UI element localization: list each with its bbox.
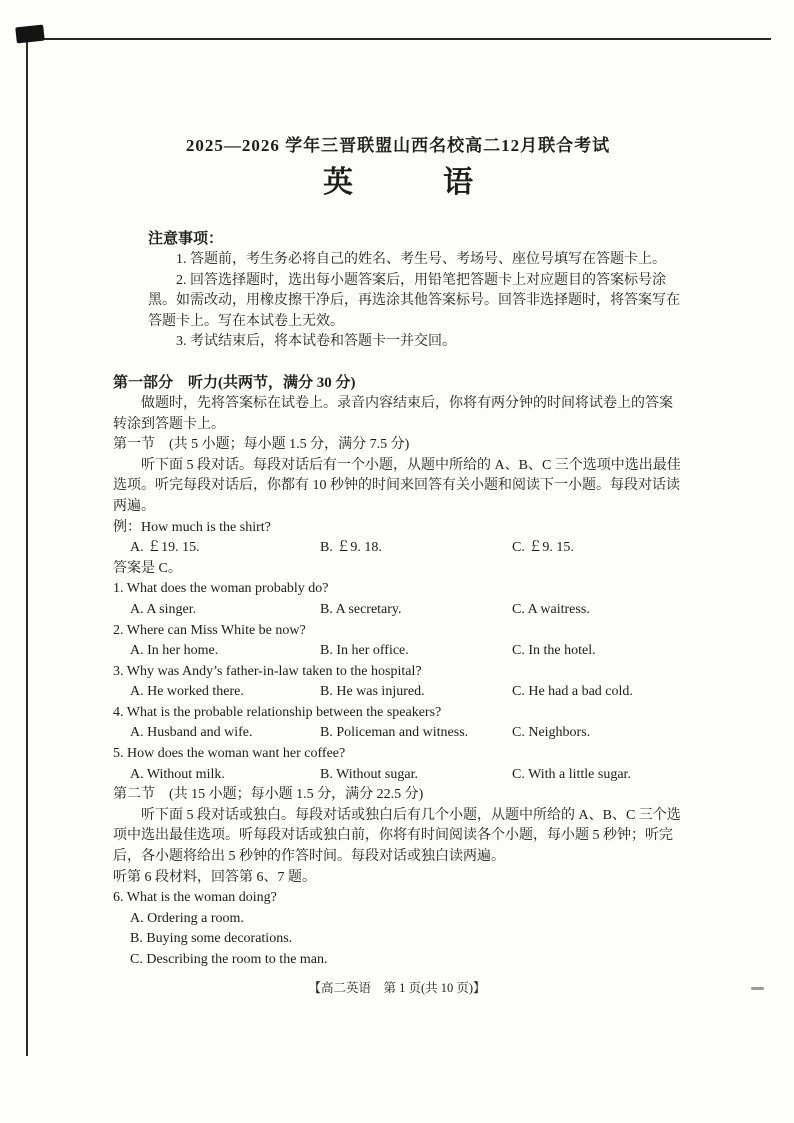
question-6-option-b: B. Buying some decorations. [130, 931, 293, 947]
part1-heading: 第一部分 听力(共两节，满分 30 分) [113, 374, 356, 391]
exam-subject: 英 语 [323, 166, 473, 199]
exam-content [113, 134, 683, 971]
exam-title: 2025—2026 学年三晋联盟山西名校高二12月联合考试 [185, 136, 611, 155]
question-3-option-a: A. He worked there. [130, 684, 244, 700]
example-option-a: A. ￡19. 15. [130, 540, 200, 556]
question-5-text: 5. How does the woman want her coffee? [113, 746, 346, 762]
question-4-options [113, 723, 683, 744]
example-option-c: C. ￡9. 15. [512, 540, 574, 556]
question-5-option-c: C. With a little sugar. [512, 766, 631, 782]
notice-item-1: 1. 答题前，考生务必将自己的姓名、考生号、考场号、座位号填写在答题卡上。 [176, 252, 666, 267]
question-1-options [113, 600, 683, 621]
question-3-options [113, 682, 683, 703]
question-6-option-a: A. Ordering a room. [130, 910, 244, 926]
question-3-option-c: C. He had a bad cold. [512, 684, 633, 700]
question-1-option-b: B. A secretary. [320, 601, 402, 617]
section2-heading: 第二节 (共 15 小题；每小题 1.5 分，满分 22.5 分) [113, 787, 424, 803]
question-6-option-c: C. Describing the room to the man. [130, 952, 328, 967]
page-footer: 【高二英语 第 1 页(共 10 页)】 [308, 981, 486, 995]
question-1-text: 1. What does the woman probably do? [113, 581, 329, 597]
section1-heading: 第一节 (共 5 小题；每小题 1.5 分，满分 7.5 分) [113, 437, 410, 453]
question-2-option-c: C. In the hotel. [512, 643, 596, 659]
question-5-option-a: A. Without milk. [130, 766, 225, 782]
question-4-option-b: B. Policeman and witness. [320, 725, 469, 741]
notice-item-3: 3. 考试结束后，将本试卷和答题卡一并交回。 [176, 334, 456, 350]
scan-artifact-left-edge [26, 36, 28, 1056]
example-option-b: B. ￡9. 18. [320, 540, 382, 556]
notice-heading: 注意事项： [148, 231, 224, 247]
part1-intro: 做题时，先将答案标在试卷上。录音内容结束后，你将有两分钟的时间将试卷上的答案转涂到答题卡上。 [113, 395, 673, 432]
question-1-option-a: A. A singer. [130, 601, 197, 617]
question-4-option-c: C. Neighbors. [512, 725, 591, 741]
notice-item-2: 2. 回答选择题时，选出每小题答案后，用铅笔把答题卡上对应题目的答案标号涂黑。如需改动，用橡皮擦干净后，再选涂其他答案标号。回答非选择题时，将答案写在答题卡上。写在本试卷上无效。 [148, 272, 680, 329]
question-3-option-b: B. He was injured. [320, 684, 425, 700]
scan-artifact-top-edge [30, 38, 771, 40]
question-1-option-c: C. A waitress. [512, 601, 590, 617]
example-options [113, 538, 683, 559]
notice-section [113, 228, 683, 353]
question-2-options [113, 641, 683, 662]
question-2-option-a: A. In her home. [130, 643, 219, 659]
question-2-option-b: B. In her office. [320, 643, 409, 659]
example-answer: 答案是 C。 [113, 560, 182, 576]
question-2-text: 2. Where can Miss White be now? [113, 622, 306, 638]
question-3-text: 3. Why was Andy’s father-in-law taken to the hospital? [113, 663, 422, 679]
question-5-option-b: B. Without sugar. [320, 766, 418, 782]
question-4-text: 4. What is the probable relationship between the speakers? [113, 704, 442, 720]
question-4-option-a: A. Husband and wife. [130, 725, 253, 741]
example-question: 例：How much is the shirt? [113, 519, 271, 535]
material-6-note: 听第 6 段材料，回答第 6、7 题。 [113, 869, 316, 885]
section1-instructions: 听下面 5 段对话。每段对话后有一个小题，从题中所给的 A、B、C 三个选项中选出最佳选项。听完每段对话后，你都有 10 秒钟的时间来回答有关小题和阅读下一小题。每段对话读两遍。 [113, 457, 681, 514]
section2-instructions: 听下面 5 段对话或独白。每段对话或独白后有几个小题，从题中所给的 A、B、C 三个选项中选出最佳选项。听每段对话或独白前，你将有时间阅读各个小题，每小题 5 秒钟；听完后，各小题将给出 5 秒钟的作答时间。每段对话或独白读两遍。 [113, 807, 681, 865]
question-5-options [113, 765, 683, 786]
scan-artifact-corner [15, 25, 45, 44]
question-6-text: 6. What is the woman doing? [113, 890, 277, 906]
